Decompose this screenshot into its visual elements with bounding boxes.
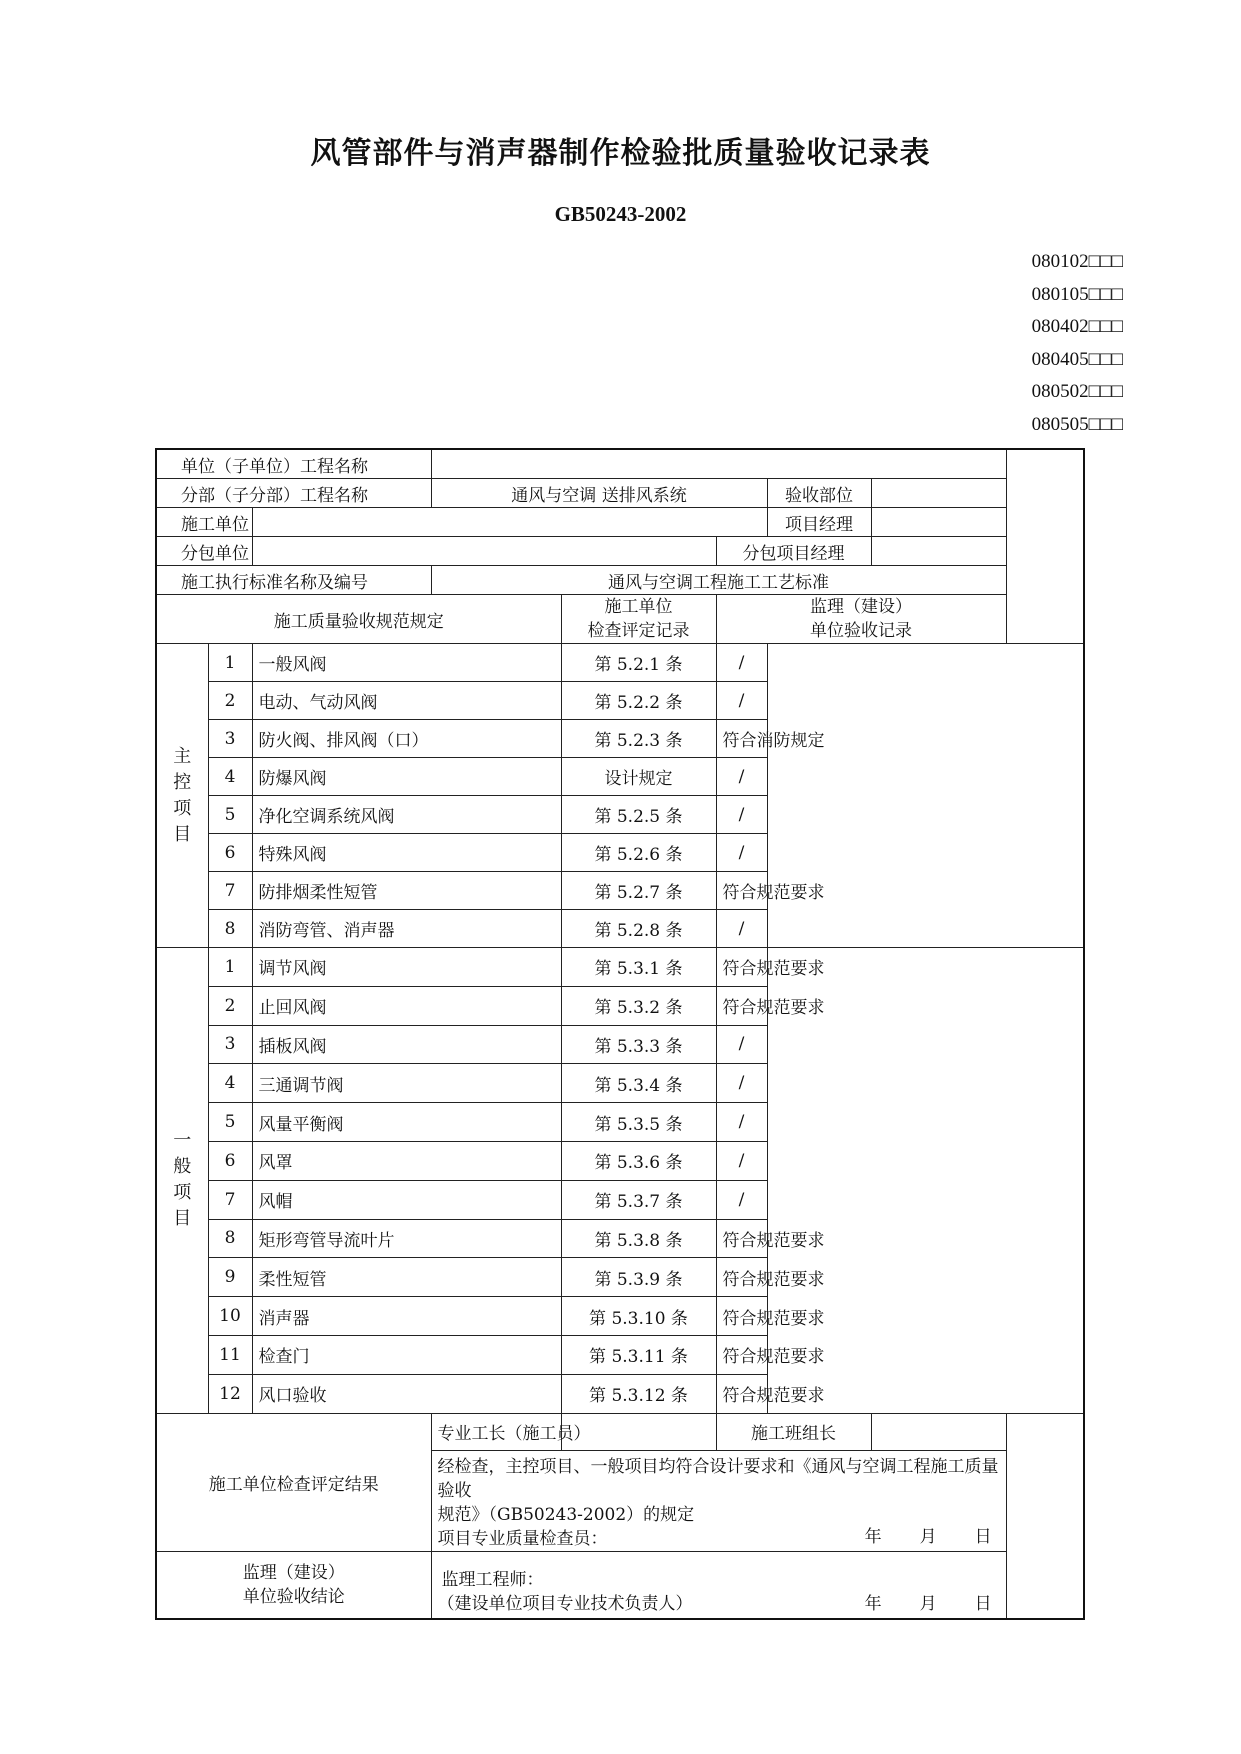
item-record[interactable]: / <box>716 1025 767 1064</box>
item-record[interactable]: / <box>716 1064 767 1103</box>
item-clause: 第 5.2.5 条 <box>561 796 716 834</box>
item-name: 防爆风阀 <box>252 758 561 796</box>
header-row <box>156 537 1084 566</box>
foreman-label: 专业工长（施工员） <box>431 1413 561 1450</box>
supervision-conclusion[interactable] <box>431 1551 1006 1619</box>
item-number: 3 <box>208 1025 252 1064</box>
item-clause: 第 5.3.2 条 <box>561 986 716 1025</box>
table-row <box>156 644 1084 682</box>
item-number: 7 <box>208 872 252 910</box>
item-clause: 第 5.3.8 条 <box>561 1219 716 1258</box>
supervision-record-header-line: 单位验收记录 <box>810 621 913 641</box>
header-row <box>156 508 1084 537</box>
construction-record-header <box>561 595 716 644</box>
acceptance-part-value[interactable] <box>871 479 1006 508</box>
supervision-record-header-line: 监理（建设） <box>810 597 913 617</box>
inspection-code: 080405□□□ <box>1031 348 1123 370</box>
inspection-code: 080102□□□ <box>1031 251 1123 272</box>
standard-code: GB50243-2002 <box>554 202 687 226</box>
item-name: 柔性短管 <box>252 1258 561 1297</box>
result-label: 施工单位检查评定结果 <box>156 1413 431 1551</box>
item-clause: 第 5.3.9 条 <box>561 1258 716 1297</box>
item-number: 12 <box>208 1374 252 1413</box>
item-clause: 设计规定 <box>561 758 716 796</box>
item-record[interactable]: / <box>716 644 767 682</box>
inspector-label: 项目专业质量检查员： <box>437 1528 608 1549</box>
item-record[interactable]: 符合规范要求 <box>716 1219 767 1258</box>
item-record[interactable]: 符合规范要求 <box>716 872 767 910</box>
item-name: 净化空调系统风阀 <box>252 796 561 834</box>
item-number: 4 <box>208 1064 252 1103</box>
exec-standard-label: 施工执行标准名称及编号 <box>156 566 431 595</box>
result-date <box>827 1525 992 1549</box>
supervision-conclusion-label <box>156 1551 431 1619</box>
sub-project-label: 分部（子分部）工程名称 <box>156 479 431 508</box>
item-record[interactable]: 符合规范要求 <box>716 986 767 1025</box>
item-record[interactable]: 符合消防规定 <box>716 720 767 758</box>
column-header-row <box>156 595 1084 644</box>
item-number: 1 <box>208 644 252 682</box>
item-name: 止回风阀 <box>252 986 561 1025</box>
header-row <box>156 479 1084 508</box>
item-clause: 第 5.3.3 条 <box>561 1025 716 1064</box>
item-record[interactable]: / <box>716 834 767 872</box>
item-clause: 第 5.2.3 条 <box>561 720 716 758</box>
item-name: 插板风阀 <box>252 1025 561 1064</box>
item-name: 消防弯管、消声器 <box>252 910 561 948</box>
header-row <box>156 449 1084 479</box>
footer-row <box>156 1551 1084 1619</box>
project-manager-value[interactable] <box>871 508 1006 537</box>
item-number: 10 <box>208 1297 252 1336</box>
item-name: 电动、气动风阀 <box>252 682 561 720</box>
project-manager-label: 项目经理 <box>767 508 871 537</box>
owner-label: （建设单位项目专业技术负责人） <box>437 1593 693 1614</box>
item-clause: 第 5.3.4 条 <box>561 1064 716 1103</box>
item-clause: 第 5.2.2 条 <box>561 682 716 720</box>
item-clause: 第 5.2.7 条 <box>561 872 716 910</box>
main-group-label: 主 控 项 目 <box>156 644 208 948</box>
item-record[interactable]: / <box>716 682 767 720</box>
item-name: 风罩 <box>252 1141 561 1180</box>
inspection-code: 080505□□□ <box>1031 413 1123 435</box>
item-name: 特殊风阀 <box>252 834 561 872</box>
item-record[interactable]: 符合规范要求 <box>716 948 767 987</box>
item-name: 矩形弯管导流叶片 <box>252 1219 561 1258</box>
item-number: 11 <box>208 1335 252 1374</box>
item-number: 6 <box>208 834 252 872</box>
page-title: 风管部件与消声器制作检验批质量验收记录表 <box>310 136 931 171</box>
spec-column-header: 施工质量验收规范规定 <box>156 595 561 644</box>
item-record[interactable]: / <box>716 796 767 834</box>
construction-unit-value[interactable] <box>252 508 767 537</box>
year-label: 年 <box>864 1526 882 1547</box>
item-number: 2 <box>208 986 252 1025</box>
inspection-codes <box>1032 246 1123 442</box>
item-record[interactable]: / <box>716 758 767 796</box>
month-label: 月 <box>919 1593 937 1614</box>
conclusion-date <box>827 1592 992 1616</box>
construction-record-header-line: 检查评定记录 <box>587 621 690 641</box>
construction-record-header-line: 施工单位 <box>604 597 673 617</box>
item-name: 风量平衡阀 <box>252 1103 561 1142</box>
item-name: 防火阀、排风阀（口） <box>252 720 561 758</box>
item-number: 4 <box>208 758 252 796</box>
item-name: 防排烟柔性短管 <box>252 872 561 910</box>
sub-project-value[interactable]: 通风与空调 送排风系统 <box>431 479 767 508</box>
team-leader-label: 施工班组长 <box>716 1413 871 1450</box>
general-group-label: 一 般 项 目 <box>156 948 208 1414</box>
supervision-record-header <box>716 595 1006 644</box>
exec-standard-value[interactable]: 通风与空调工程施工工艺标准 <box>431 566 1006 595</box>
item-clause: 第 5.3.5 条 <box>561 1103 716 1142</box>
footer-row <box>156 1413 1084 1450</box>
item-clause: 第 5.3.6 条 <box>561 1141 716 1180</box>
item-record[interactable]: / <box>716 1141 767 1180</box>
item-clause: 第 5.2.8 条 <box>561 910 716 948</box>
item-clause: 第 5.3.1 条 <box>561 948 716 987</box>
record-table <box>155 448 1085 1620</box>
item-number: 8 <box>208 1219 252 1258</box>
inspection-code: 080402□□□ <box>1031 316 1123 338</box>
item-clause: 第 5.3.11 条 <box>561 1335 716 1374</box>
item-record[interactable]: 符合规范要求 <box>716 1335 767 1374</box>
supervision-conclusion-label-line: 监理（建设） <box>242 1562 345 1583</box>
item-clause: 第 5.2.1 条 <box>561 644 716 682</box>
item-number: 3 <box>208 720 252 758</box>
result-text-line: 规范》（GB50243-2002）的规定 <box>437 1504 695 1525</box>
item-name: 风帽 <box>252 1180 561 1219</box>
year-label: 年 <box>864 1593 882 1614</box>
construction-unit-label: 施工单位 <box>156 508 252 537</box>
item-record[interactable]: 符合规范要求 <box>716 1258 767 1297</box>
item-name: 消声器 <box>252 1297 561 1336</box>
item-clause: 第 5.3.12 条 <box>561 1374 716 1413</box>
item-record[interactable]: / <box>716 1180 767 1219</box>
team-leader-value[interactable] <box>871 1413 1006 1450</box>
item-number: 1 <box>208 948 252 987</box>
result-text-line: 经检查，主控项目、一般项目均符合设计要求和《通风与空调工程施工质量验收 <box>437 1456 999 1501</box>
item-name: 检查门 <box>252 1335 561 1374</box>
item-number: 6 <box>208 1141 252 1180</box>
item-number: 8 <box>208 910 252 948</box>
inspection-code: 080502□□□ <box>1031 381 1123 403</box>
item-record[interactable]: / <box>716 1103 767 1142</box>
subcontract-unit-value[interactable] <box>252 537 716 566</box>
item-name: 一般风阀 <box>252 644 561 682</box>
item-number: 9 <box>208 1258 252 1297</box>
subcontract-manager-label: 分包项目经理 <box>716 537 871 566</box>
item-clause: 第 5.3.10 条 <box>561 1297 716 1336</box>
item-number: 5 <box>208 1103 252 1142</box>
item-clause: 第 5.3.7 条 <box>561 1180 716 1219</box>
subcontract-manager-value[interactable] <box>871 537 1006 566</box>
supervision-conclusion-label-line: 单位验收结论 <box>242 1586 345 1607</box>
item-number: 5 <box>208 796 252 834</box>
item-record[interactable]: / <box>716 910 767 948</box>
item-name: 调节风阀 <box>252 948 561 987</box>
day-label: 日 <box>974 1526 992 1547</box>
subcontract-unit-label: 分包单位 <box>156 537 252 566</box>
engineer-label: 监理工程师： <box>441 1569 544 1590</box>
acceptance-part-label: 验收部位 <box>767 479 871 508</box>
item-name: 风口验收 <box>252 1374 561 1413</box>
unit-project-label: 单位（子单位）工程名称 <box>156 449 431 479</box>
result-text[interactable] <box>431 1450 1006 1551</box>
header-row <box>156 566 1084 595</box>
item-clause: 第 5.2.6 条 <box>561 834 716 872</box>
table-row <box>156 948 1084 987</box>
unit-project-value[interactable] <box>431 449 1006 479</box>
item-number: 7 <box>208 1180 252 1219</box>
inspection-code: 080105□□□ <box>1031 283 1123 305</box>
month-label: 月 <box>919 1526 937 1547</box>
day-label: 日 <box>974 1593 992 1614</box>
item-name: 三通调节阀 <box>252 1064 561 1103</box>
item-record[interactable]: 符合规范要求 <box>716 1297 767 1336</box>
item-record[interactable]: 符合规范要求 <box>716 1374 767 1413</box>
item-number: 2 <box>208 682 252 720</box>
